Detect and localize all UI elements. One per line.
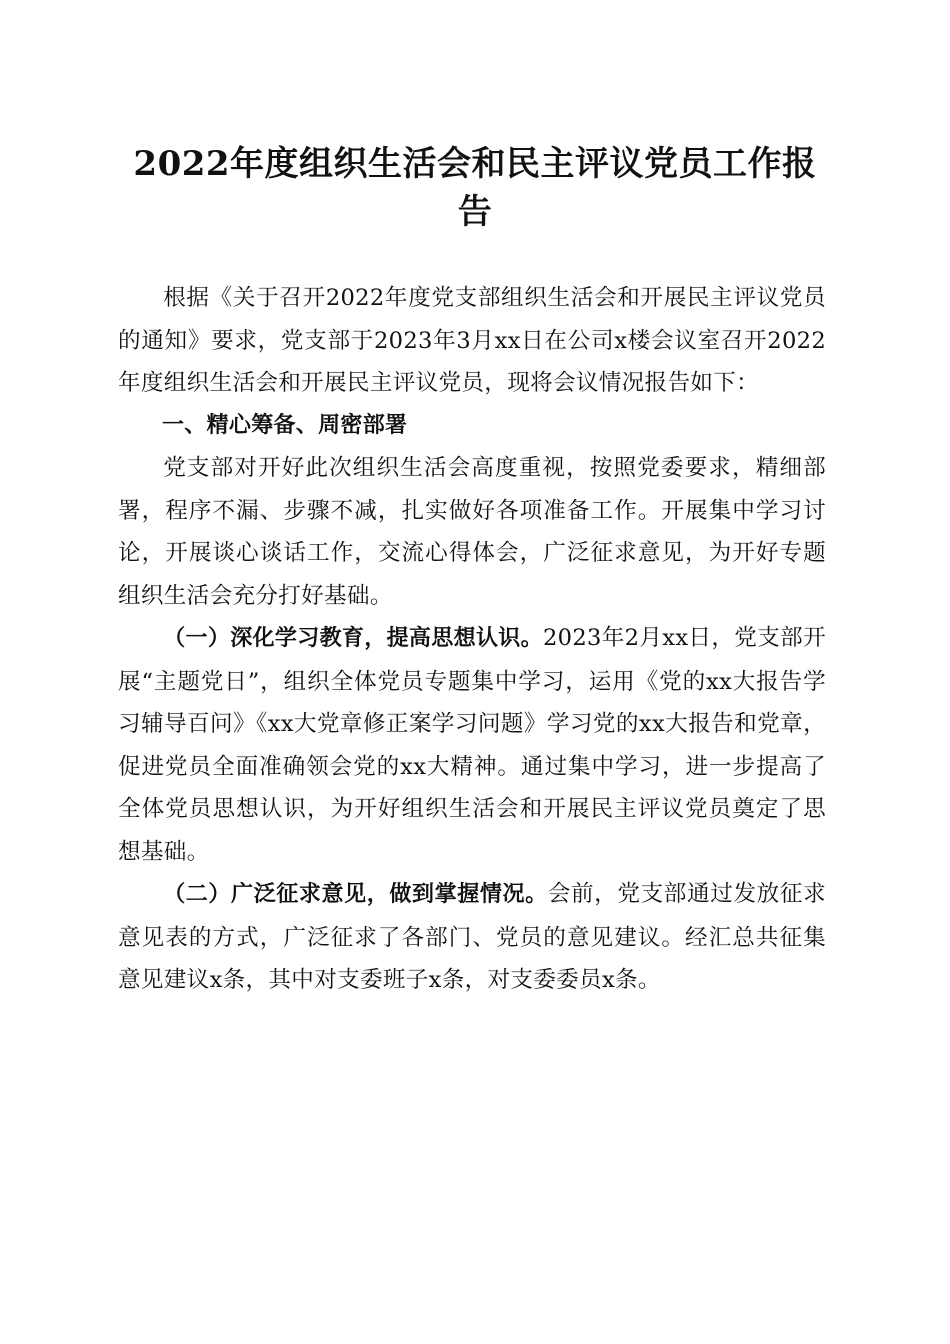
- subsection-lead-2: （二）广泛征求意见，做到掌握情况。: [163, 882, 548, 907]
- subsection-text-1: 2023年2月xx日，党支部开展“主题党日”，组织全体党员专题集中学习，运用《党的xx大报告学习辅导百问》《xx大党章修正案学习问题》学习党的xx大报告和党章，促进党员全面准确领会党的xx大精神。通过集中学习，进一步提高了全体党员思想认识，为开好组织生活会和开展民主评议党员奠定了思想基础。: [118, 625, 826, 865]
- subsection-paragraph-2: [118, 873, 826, 1002]
- intro-paragraph: 根据《关于召开2022年度党支部组织生活会和开展民主评议党员的通知》要求，党支部于2023年3月xx日在公司x楼会议室召开2022年度组织生活会和开展民主评议党员，现将会议情况报告如下：: [118, 285, 826, 396]
- document-title: 2022年度组织生活会和民主评议党员工作报告: [133, 144, 817, 232]
- section-heading: 一、精心筹备、周密部署: [162, 412, 408, 438]
- subsection-text-2: 会前，党支部通过发放征求意见表的方式，广泛征求了各部门、党员的意见建议。经汇总共征集意见建议x条，其中对支委班子x条，对支委委员x条。: [118, 881, 826, 993]
- document-body: [118, 277, 826, 1002]
- subsection-paragraph-1: [118, 617, 826, 873]
- subsection-lead-1: （一）深化学习教育，提高思想认识。: [163, 626, 543, 651]
- section-paragraph: 党支部对开好此次组织生活会高度重视，按照党委要求，精细部署，程序不漏、步骤不减，扎实做好各项准备工作。开展集中学习讨论，开展谈心谈话工作，交流心得体会，广泛征求意见，为开好专题组织生活会充分打好基础。: [118, 455, 826, 609]
